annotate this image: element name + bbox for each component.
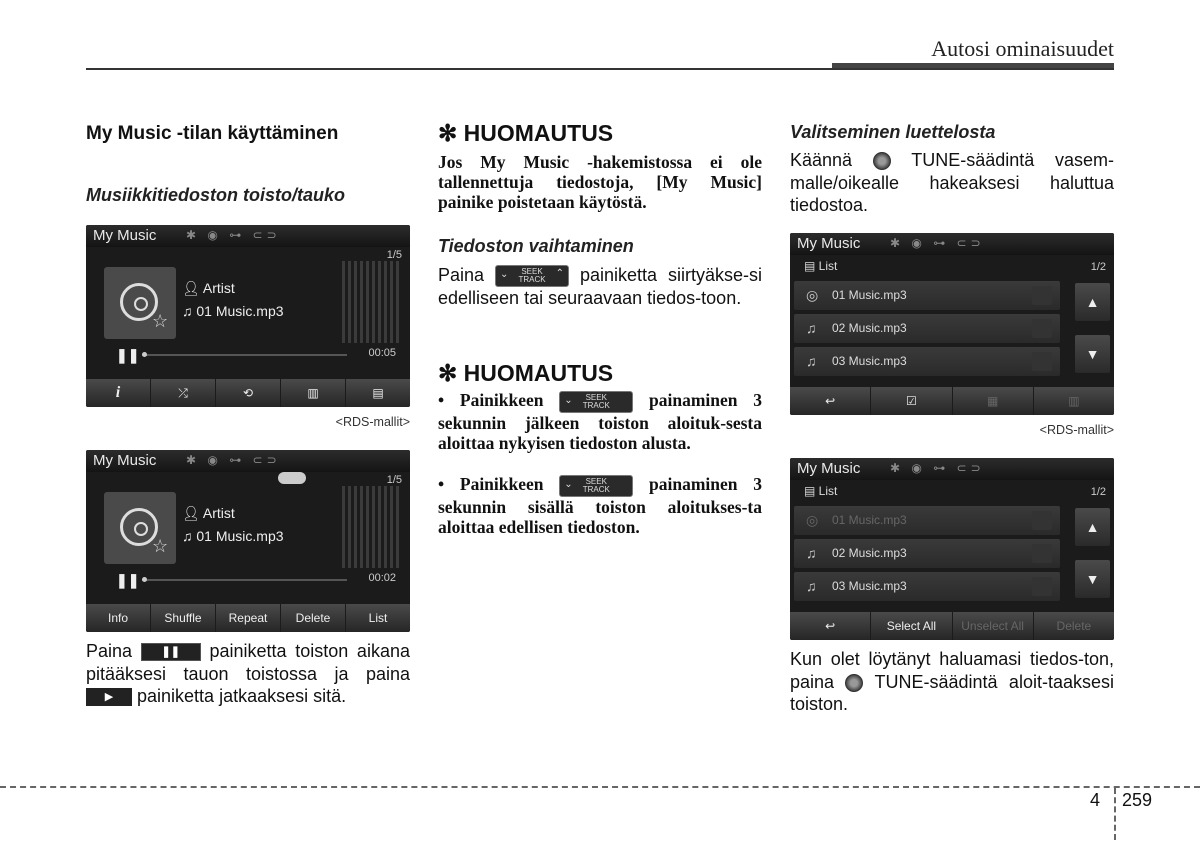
checkbox-icon bbox=[1032, 544, 1052, 563]
info-button[interactable]: Info bbox=[86, 604, 150, 632]
person-icon: 👤︎ bbox=[182, 505, 203, 521]
triangle-down-icon: ▼ bbox=[1085, 571, 1100, 587]
body-tune-play: Kun olet löytänyt haluamasi tiedos-ton, paina TUNE-säädintä aloit-taaksesi toiston. bbox=[790, 649, 1114, 714]
album-art bbox=[104, 492, 176, 564]
shuffle-button[interactable]: ⤮ bbox=[151, 379, 215, 407]
equalizer-graphic bbox=[342, 486, 402, 568]
music-note-icon: ♫ bbox=[182, 303, 197, 319]
person-icon: 👤︎ bbox=[182, 280, 203, 296]
album-art bbox=[104, 267, 176, 339]
delete-button[interactable]: ▥ bbox=[281, 379, 345, 407]
back-button[interactable]: ↩ bbox=[790, 612, 870, 640]
footer-dashed-rule bbox=[0, 786, 1200, 788]
body-tune: Käännä TUNE-säädintä vasem-malle/oikealle hakeaksesi haluttua tiedostoa. bbox=[790, 150, 1114, 215]
subheading-select-list: Valitseminen luettelosta bbox=[790, 122, 996, 142]
list-header: ▤ List bbox=[804, 484, 837, 498]
artist-label: 👤︎ Artist bbox=[182, 505, 235, 521]
progress-bar[interactable] bbox=[142, 579, 347, 581]
triangle-up-icon: ▲ bbox=[1085, 519, 1100, 535]
seek-track-button-icon: ⌄ SEEK TRACK bbox=[559, 475, 633, 497]
repeat-badge bbox=[278, 472, 306, 484]
screen-title: My Music bbox=[93, 452, 157, 469]
back-button[interactable]: ↩ bbox=[790, 387, 870, 415]
body-seek: Paina ⌄ SEEK TRACK ⌃ painiketta siirtyäkse-si edelliseen tai seuraavaan tiedos-toon. bbox=[438, 265, 762, 309]
caption-rds: <RDS-mallit> bbox=[335, 415, 410, 429]
section-number: 4 bbox=[1090, 790, 1101, 810]
select-all-button[interactable]: Select All bbox=[871, 612, 951, 640]
scroll-up-button[interactable] bbox=[1075, 283, 1110, 321]
bluetooth-icon: ✱ ◉ ⊶ ⊂⊃ bbox=[186, 228, 281, 242]
screen-title: My Music bbox=[797, 460, 861, 477]
checkbox-icon bbox=[1032, 286, 1052, 305]
screen-button-bar bbox=[86, 604, 410, 632]
progress-bar[interactable] bbox=[142, 354, 347, 356]
page-count: 1/2 bbox=[1090, 486, 1106, 498]
track-count: 1/5 bbox=[386, 249, 402, 261]
music-note-icon: ♫ bbox=[806, 578, 817, 594]
screen-list-text bbox=[790, 458, 1114, 640]
unselect-all-button[interactable]: ▦ bbox=[953, 387, 1033, 415]
scroll-down-button[interactable] bbox=[1075, 335, 1110, 373]
seek-track-button-icon: ⌄ SEEK TRACK ⌃ bbox=[495, 265, 569, 287]
list-header: ▤ List bbox=[804, 259, 837, 273]
music-note-icon: ♫ bbox=[806, 353, 817, 369]
delete-button[interactable]: ▥ bbox=[1034, 387, 1114, 415]
elapsed-time: 00:02 bbox=[368, 572, 396, 584]
bluetooth-icon: ✱ ◉ ⊶ ⊂⊃ bbox=[186, 453, 281, 467]
scroll-up-button[interactable] bbox=[1075, 508, 1110, 546]
running-header: Autosi ominaisuudet bbox=[931, 36, 1114, 61]
note-bullet-1: • Painikkeen ⌄ SEEK TRACK painaminen 3 sekunnin jälkeen toiston aloituk-sesta aloittaa nykyisen tiedoston alusta. bbox=[438, 390, 763, 453]
checkbox-icon bbox=[1032, 319, 1052, 338]
list-item[interactable]: ♫ 02 Music.mp3 bbox=[794, 539, 1060, 568]
triangle-up-icon: ▲ bbox=[1085, 294, 1100, 310]
checkbox-icon bbox=[1032, 577, 1052, 596]
track-count: 1/5 bbox=[386, 474, 402, 486]
note-bullet-2: • Painikkeen ⌄ SEEK TRACK painaminen 3 sekunnin sisällä toiston aloitukses-ta aloittaa edellisen tiedoston. bbox=[438, 474, 763, 537]
shuffle-button[interactable]: Shuffle bbox=[151, 604, 215, 632]
screen-button-bar bbox=[790, 387, 1114, 415]
chevron-down-icon: ⌄ bbox=[564, 478, 573, 490]
play-button-icon: ▶ bbox=[86, 688, 132, 706]
section-heading: My Music -tilan käyttäminen bbox=[86, 123, 339, 144]
delete-button[interactable]: Delete bbox=[1034, 612, 1114, 640]
info-button[interactable]: i bbox=[86, 379, 150, 407]
subheading-change-file: Tiedoston vaihtaminen bbox=[438, 236, 634, 256]
music-note-icon: ♫ bbox=[806, 545, 817, 561]
body-pause-play: Paina ❚❚ painiketta toiston aikana pitääksesi tauon toistossa ja paina ▶ painiketta jatkaaksesi sitä. bbox=[86, 641, 410, 706]
footer-vertical-divider bbox=[1114, 788, 1116, 840]
screen-now-playing-icons bbox=[86, 225, 410, 407]
list-item[interactable]: ◎ 01 Music.mp3 bbox=[794, 506, 1060, 535]
screen-now-playing-text bbox=[86, 450, 410, 632]
tune-knob-icon bbox=[845, 674, 863, 692]
music-note-icon: ♫ bbox=[182, 528, 197, 544]
screen-title: My Music bbox=[797, 235, 861, 252]
scroll-down-button[interactable] bbox=[1075, 560, 1110, 598]
unselect-all-button[interactable]: Unselect All bbox=[953, 612, 1033, 640]
elapsed-time: 00:05 bbox=[368, 347, 396, 359]
list-item[interactable]: ♫ 02 Music.mp3 bbox=[794, 314, 1060, 343]
note-text-1: Jos My Music -hakemistossa ei ole tallennettuja tiedostoja, [My Music] painike poistetaan käytöstä. bbox=[438, 152, 762, 212]
playback-row bbox=[116, 347, 396, 363]
triangle-down-icon: ▼ bbox=[1085, 346, 1100, 362]
chevron-down-icon: ⌄ bbox=[500, 269, 509, 281]
equalizer-graphic bbox=[342, 261, 402, 343]
list-item[interactable]: ♫ 03 Music.mp3 bbox=[794, 572, 1060, 601]
bluetooth-icon: ✱ ◉ ⊶ ⊂⊃ bbox=[890, 461, 985, 475]
subheading-play-pause: Musiikkitiedoston toisto/tauko bbox=[86, 185, 346, 205]
caption-rds: <RDS-mallit> bbox=[1039, 423, 1114, 437]
artist-label: 👤︎ Artist bbox=[182, 280, 235, 296]
page-count: 1/2 bbox=[1090, 261, 1106, 273]
star-icon: ☆ bbox=[152, 536, 169, 556]
play-circle-icon: ◎ bbox=[806, 512, 819, 528]
page-number: 259 bbox=[1122, 790, 1153, 810]
list-item[interactable]: ◎ 01 Music.mp3 bbox=[794, 281, 1060, 310]
seek-track-button-icon: ⌄ SEEK TRACK bbox=[559, 391, 633, 413]
chevron-down-icon: ⌄ bbox=[564, 394, 573, 406]
header-rule bbox=[86, 68, 1114, 70]
bluetooth-icon: ✱ ◉ ⊶ ⊂⊃ bbox=[890, 236, 985, 250]
list-button[interactable]: ▤ bbox=[346, 379, 410, 407]
pause-icon[interactable]: ❚❚ bbox=[116, 347, 140, 363]
screen-button-bar bbox=[790, 612, 1114, 640]
select-all-button[interactable]: ☑ bbox=[871, 387, 951, 415]
star-icon: ☆ bbox=[152, 311, 169, 331]
pause-button-icon: ❚❚ bbox=[141, 643, 201, 661]
chevron-up-icon: ⌃ bbox=[555, 268, 565, 280]
track-label: ♫ 01 Music.mp3 bbox=[182, 528, 284, 544]
tune-knob-icon bbox=[873, 152, 891, 170]
playback-row bbox=[116, 572, 396, 588]
list-item[interactable]: ♫ 03 Music.mp3 bbox=[794, 347, 1060, 376]
repeat-button[interactable]: ⟲ bbox=[216, 379, 280, 407]
screen-button-bar bbox=[86, 379, 410, 407]
list-button[interactable]: List bbox=[346, 604, 410, 632]
screen-title: My Music bbox=[93, 227, 157, 244]
play-circle-icon: ◎ bbox=[806, 287, 819, 303]
track-label: ♫ 01 Music.mp3 bbox=[182, 303, 284, 319]
checkbox-icon bbox=[1032, 352, 1052, 371]
delete-button[interactable]: Delete bbox=[281, 604, 345, 632]
music-note-icon: ♫ bbox=[806, 320, 817, 336]
screen-list-icons bbox=[790, 233, 1114, 415]
pause-icon[interactable]: ❚❚ bbox=[116, 572, 140, 588]
repeat-button[interactable]: Repeat bbox=[216, 604, 280, 632]
note-title-2: ✻ HUOMAUTUS bbox=[438, 360, 614, 386]
note-title-1: ✻ HUOMAUTUS bbox=[438, 120, 614, 146]
checkbox-icon bbox=[1032, 511, 1052, 530]
